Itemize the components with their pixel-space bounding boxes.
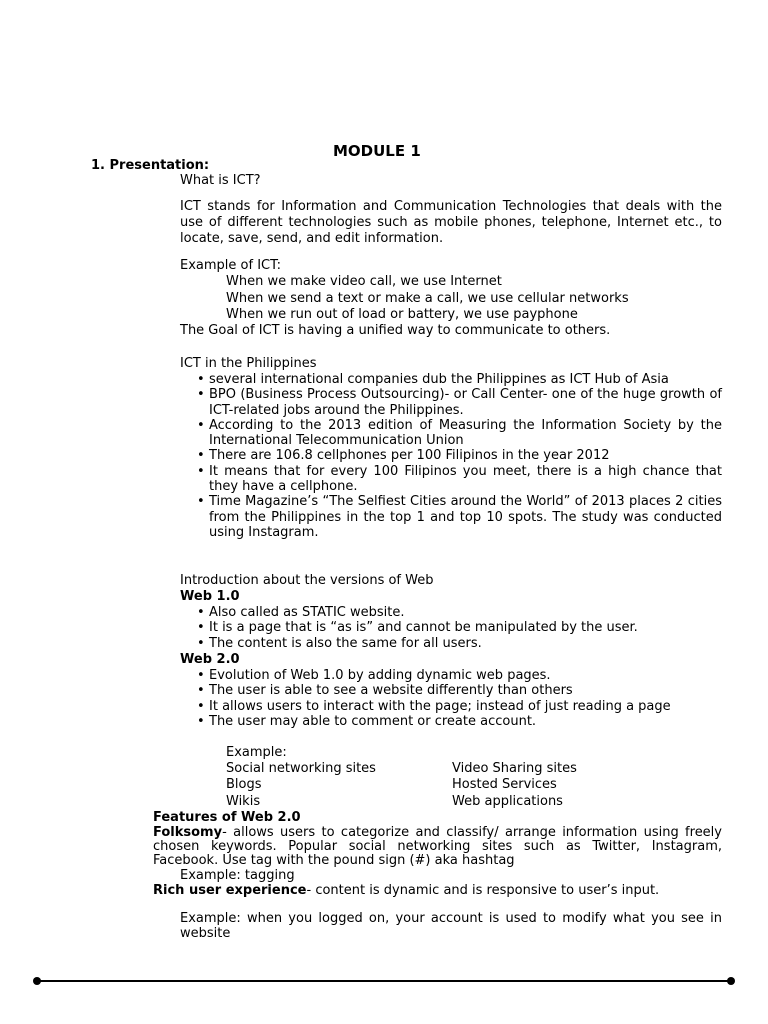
list-item: • several international companies dub the Philippines as ICT Hub of Asia — [197, 372, 722, 387]
footer-rule — [37, 980, 731, 982]
module-title: MODULE 1 — [333, 142, 421, 160]
ict-definition: ICT stands for Information and Communication Technologies that deals with the use of different technologies such as mobile phones, telephone, Internet etc., to locate, save, send, and edit information. — [180, 199, 722, 246]
example-item: When we make video call, we use Internet — [226, 274, 502, 289]
list-item: • The user may able to comment or create account. — [197, 714, 722, 729]
list-item: • Time Magazine’s “The Selfiest Cities around the World” of 2013 places 2 cities from the Philippines in the top 1 and top 10 spots. The study was conducted using Instagram. — [197, 494, 722, 540]
list-item: • The user is able to see a website differently than others — [197, 683, 722, 698]
web2-example-left: Social networking sites — [226, 761, 376, 776]
web2-example-label: Example: — [226, 745, 287, 760]
list-item: • The content is also the same for all users. — [197, 636, 722, 651]
folksomy-term: Folksomy — [153, 825, 223, 840]
web2-example-right: Video Sharing sites — [452, 761, 577, 776]
web2-example-left: Wikis — [226, 794, 261, 809]
list-item: • Also called as STATIC website. — [197, 605, 722, 620]
ict-goal: The Goal of ICT is having a unified way to communicate to others. — [180, 323, 611, 338]
footer-rule-right-dot — [727, 977, 735, 985]
list-item: • It means that for every 100 Filipinos you meet, there is a high chance that they have a cellphone. — [197, 464, 722, 495]
footer-rule-left-dot — [33, 977, 41, 985]
web-versions-intro: Introduction about the versions of Web — [180, 573, 434, 588]
web1-bullet-list — [197, 605, 722, 651]
rich-experience-text: - content is dynamic and is responsive to user’s input. — [306, 883, 660, 898]
section-heading: 1. Presentation: — [91, 158, 210, 173]
list-item: • It allows users to interact with the page; instead of just reading a page — [197, 699, 722, 714]
folksomy-text: - allows users to categorize and classify/ arrange information using freely chosen keywords. Popular social networking sites such as Twitter, Instagram, Facebook. Use tag with the pound sign (#) aka hashtag — [153, 825, 722, 868]
list-item: • There are 106.8 cellphones per 100 Filipinos in the year 2012 — [197, 448, 722, 463]
philippines-bullet-list — [197, 372, 722, 540]
example-item: When we run out of load or battery, we use payphone — [226, 307, 578, 322]
folksomy-example: Example: tagging — [180, 868, 295, 883]
web2-example-left: Blogs — [226, 777, 262, 792]
list-item: • It is a page that is “as is” and cannot be manipulated by the user. — [197, 620, 722, 635]
example-label: Example of ICT: — [180, 258, 281, 273]
what-is-ict-heading: What is ICT? — [180, 173, 261, 188]
web2-example-right: Hosted Services — [452, 777, 557, 792]
web2-heading: Web 2.0 — [180, 652, 240, 667]
web1-heading: Web 1.0 — [180, 589, 240, 604]
example-item: When we send a text or make a call, we use cellular networks — [226, 291, 629, 306]
features-heading: Features of Web 2.0 — [153, 810, 301, 825]
rich-experience-term: Rich user experience — [153, 883, 307, 898]
folksomy-paragraph — [153, 826, 722, 868]
list-item: • Evolution of Web 1.0 by adding dynamic web pages. — [197, 668, 722, 683]
web2-example-right: Web applications — [452, 794, 563, 809]
list-item: • According to the 2013 edition of Measuring the Information Society by the International Telecommunication Union — [197, 418, 722, 449]
web2-bullet-list — [197, 668, 722, 729]
list-item: • BPO (Business Process Outsourcing)- or Call Center- one of the huge growth of ICT-related jobs around the Philippines. — [197, 387, 722, 418]
rich-experience-example: Example: when you logged on, your account is used to modify what you see in website — [180, 911, 722, 941]
rich-experience-paragraph — [153, 883, 722, 898]
philippines-heading: ICT in the Philippines — [180, 356, 317, 371]
